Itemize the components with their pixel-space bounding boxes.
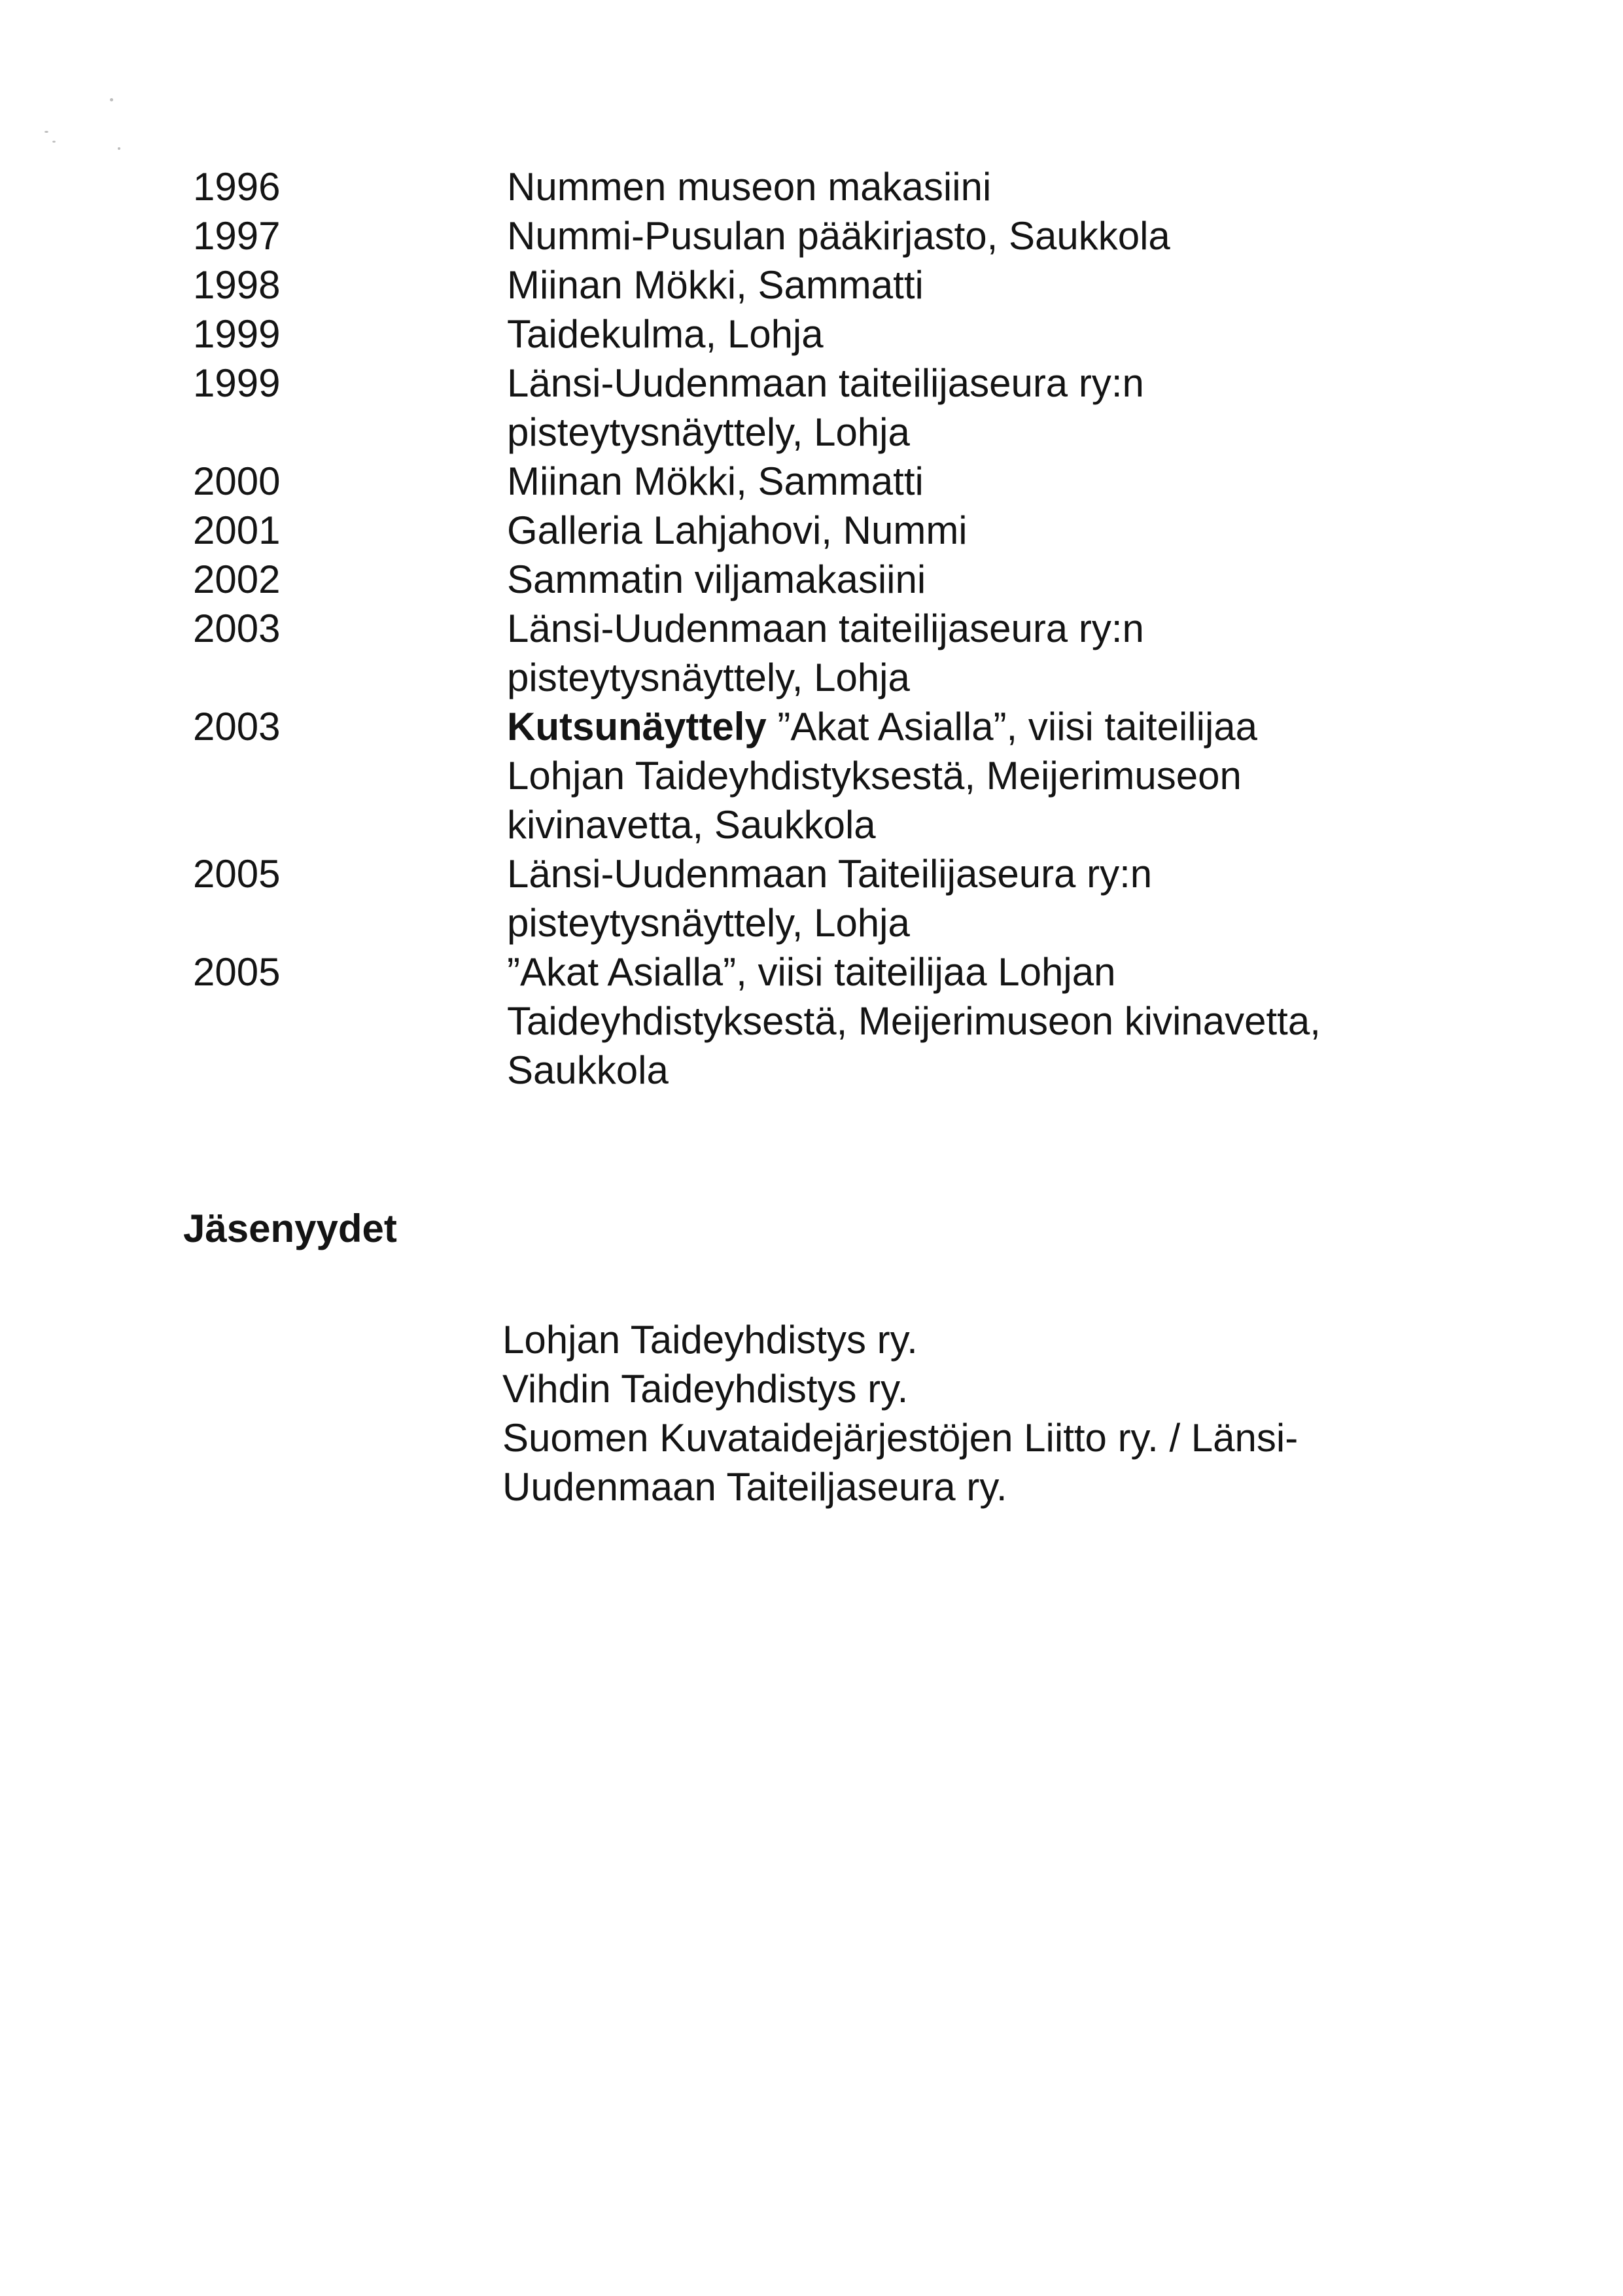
exhibition-year: 2005 [193,950,281,994]
exhibition-description [507,947,1449,1095]
memberships-heading: Jäsenyydet [183,1207,397,1250]
exhibition-entry [186,457,1495,506]
exhibition-line: Lohjan Taideyhdistyksestä, Meijerimuseon [507,754,1242,798]
exhibition-entry [186,359,1495,457]
exhibition-line: Miinan Mökki, Sammatti [507,263,924,307]
exhibition-year: 2003 [193,607,281,650]
exhibition-description [507,457,1449,506]
exhibition-year: 1997 [193,214,281,258]
exhibition-description [507,702,1449,849]
exhibition-list [186,162,1495,1095]
membership-item: Vihdin Taideyhdistys ry. [502,1367,909,1411]
exhibition-entry [186,309,1495,359]
exhibition-line: pisteytysnäyttely, Lohja [507,656,910,699]
exhibition-entry [186,260,1495,309]
exhibition-year: 1998 [193,263,281,307]
exhibition-line: Länsi-Uudenmaan taiteilijaseura ry:n [507,361,1144,405]
exhibition-year: 1999 [193,312,281,356]
exhibition-year: 2000 [193,459,281,503]
exhibition-line: pisteytysnäyttely, Lohja [507,410,910,454]
exhibition-entry [186,211,1495,260]
exhibition-line: ”Akat Asialla”, viisi taiteilijaa Lohjan [507,950,1116,994]
scan-speck [118,147,120,150]
exhibition-entry [186,506,1495,555]
exhibition-year: 2002 [193,557,281,601]
exhibition-line: Sammatin viljamakasiini [507,557,926,601]
scan-speck [44,131,48,133]
scan-speck [110,98,113,101]
membership-item: Uudenmaan Taiteiljaseura ry. [502,1465,1007,1509]
exhibition-line: Nummen museon makasiini [507,165,992,209]
exhibition-description [507,359,1449,457]
exhibition-description [507,309,1449,359]
exhibition-year: 2001 [193,508,281,552]
exhibition-line: Taideyhdistyksestä, Meijerimuseon kivinavetta, [507,999,1321,1043]
exhibition-year: 1999 [193,361,281,405]
exhibition-year: 2003 [193,705,281,749]
membership-item: Suomen Kuvataidejärjestöjen Liitto ry. / Länsi- [502,1416,1299,1460]
exhibition-line-rest: ”Akat Asialla”, viisi taiteilijaa [766,705,1258,749]
exhibition-entry [186,702,1495,849]
exhibition-line: Saukkola [507,1048,669,1092]
exhibition-description [507,555,1449,604]
exhibition-description [507,211,1449,260]
exhibition-entry [186,947,1495,1095]
exhibition-description [507,162,1449,211]
exhibition-description [507,506,1449,555]
exhibition-entry [186,604,1495,702]
membership-item: Lohjan Taideyhdistys ry. [502,1318,918,1362]
exhibition-line: pisteytysnäyttely, Lohja [507,901,910,945]
exhibition-line: Länsi-Uudenmaan taiteilijaseura ry:n [507,607,1144,650]
exhibition-line: Galleria Lahjahovi, Nummi [507,508,968,552]
exhibition-description [507,260,1449,309]
exhibition-description [507,849,1449,947]
exhibition-entry [186,555,1495,604]
exhibition-line [507,702,1449,751]
exhibition-description [507,604,1449,702]
exhibition-line: Taidekulma, Lohja [507,312,824,356]
exhibition-year: 2005 [193,852,281,896]
exhibition-entry [186,849,1495,947]
exhibition-line: Nummi-Pusulan pääkirjasto, Saukkola [507,214,1170,258]
exhibition-entry [186,162,1495,211]
scan-speck [52,141,56,143]
invitation-exhibition-label: Kutsunäyttely [507,705,767,749]
exhibition-line: kivinavetta, Saukkola [507,803,876,847]
exhibition-line: Miinan Mökki, Sammatti [507,459,924,503]
exhibition-year: 1996 [193,165,281,209]
membership-list [502,1315,1549,1511]
exhibition-line: Länsi-Uudenmaan Taiteilijaseura ry:n [507,852,1153,896]
